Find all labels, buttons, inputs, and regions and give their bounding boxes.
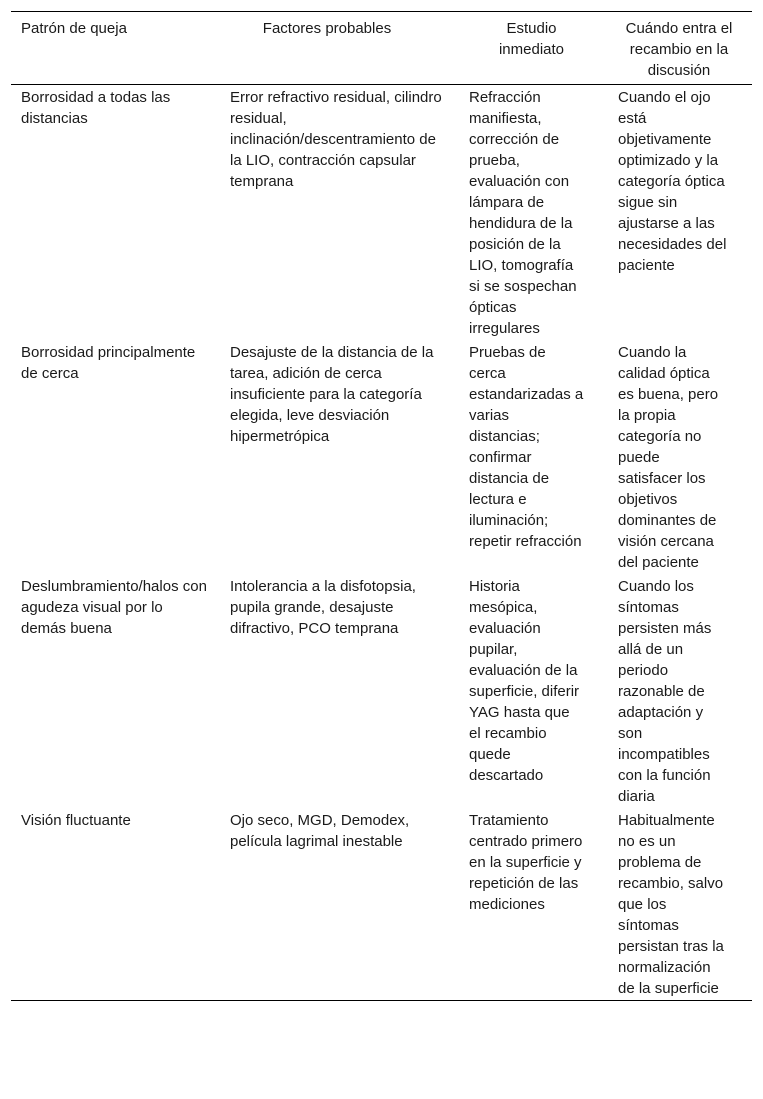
- cell-recambio: Cuando los síntomas persisten más allá de un periodo razonable de adaptación y son incompatibles con la función diaria: [618, 578, 712, 805]
- table-body: [11, 85, 752, 1001]
- header-row: [11, 12, 752, 85]
- cell-patron: Borrosidad principalmente de cerca: [21, 344, 196, 382]
- cell-factores: Intolerancia a la disfotopsia, pupila grande, desajuste difractivo, PCO temprana: [230, 578, 416, 637]
- table-row: [11, 340, 752, 574]
- cell-estudio: Tratamiento centrado primero en la superficie y repetición de las mediciones: [469, 812, 583, 913]
- header-estudio: Estudio inmediato: [498, 20, 565, 58]
- cell-patron: Borrosidad a todas las distancias: [21, 89, 171, 127]
- header-factores: Factores probables: [262, 20, 392, 37]
- cell-factores: Ojo seco, MGD, Demodex, película lagrimal inestable: [230, 812, 410, 850]
- cell-estudio: Refracción manifiesta, corrección de prueba, evaluación con lámpara de hendidura de la posición de la LIO, tomografía si se sospechan ópticas irregulares: [469, 89, 577, 337]
- table-row: [11, 574, 752, 808]
- table-row: [11, 85, 752, 341]
- cell-patron: Deslumbramiento/halos con agudeza visual por lo demás buena: [21, 578, 207, 637]
- table-header: [11, 12, 752, 85]
- cell-estudio: Historia mesópica, evaluación pupilar, evaluación de la superficie, diferir YAG hasta que el recambio quede descartado: [469, 578, 580, 784]
- cell-factores: Error refractivo residual, cilindro residual, inclinación/descentramiento de la LIO, contracción capsular temprana: [230, 89, 442, 190]
- complaint-table-container: [11, 11, 752, 1001]
- cell-patron: Visión fluctuante: [21, 812, 131, 829]
- table-row: [11, 808, 752, 1001]
- header-recambio: Cuándo entra el recambio en la discusión: [625, 20, 733, 79]
- complaint-table: [11, 11, 752, 1001]
- cell-recambio: Cuando la calidad óptica es buena, pero la propia categoría no puede satisfacer los objetivos dominantes de visión cercana del paciente: [618, 344, 719, 571]
- cell-factores: Desajuste de la distancia de la tarea, adición de cerca insuficiente para la categoría elegida, leve desviación hipermetrópica: [230, 344, 434, 445]
- cell-estudio: Pruebas de cerca estandarizadas a varias distancias; confirmar distancia de lectura e iluminación; repetir refracción: [469, 344, 584, 550]
- cell-recambio: Cuando el ojo está objetivamente optimizado y la categoría óptica sigue sin ajustarse a las necesidades del paciente: [618, 89, 727, 274]
- cell-recambio: Habitualmente no es un problema de recambio, salvo que los síntomas persistan tras la normalización de la superficie: [618, 812, 724, 997]
- header-patron: Patrón de queja: [21, 20, 127, 37]
